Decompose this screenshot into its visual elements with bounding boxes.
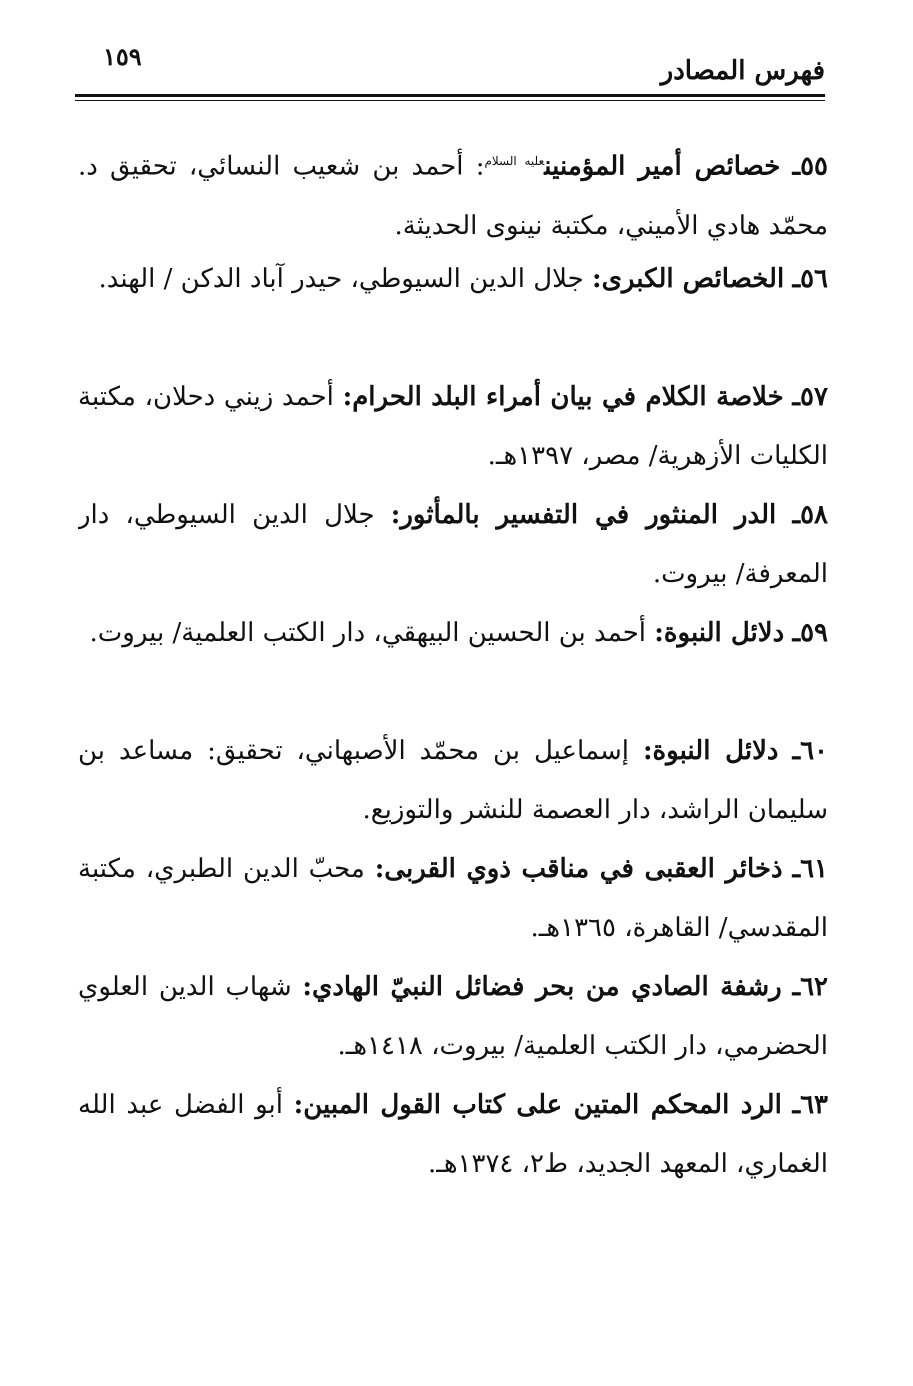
entry-number: ٦٠ـ (792, 736, 828, 766)
entry-title: الدر المنثور في التفسير بالمأثور: (390, 500, 777, 530)
entry-details: جلال الدين السيوطي، دار المعرفة/ بيروت. (78, 500, 828, 589)
entry-details: أحمد بن شعيب النسائي، تحقيق د. محمّد هادي الأميني، مكتبة نينوى الحديثة. (78, 151, 828, 241)
entry-number: ٦٣ـ (792, 1090, 828, 1120)
bibliography-entry (78, 368, 828, 486)
header-rule-thin (75, 100, 825, 101)
entry-number: ٦٢ـ (792, 972, 828, 1002)
entry-number: ٥٨ـ (792, 500, 828, 530)
page-header (75, 30, 825, 92)
entry-title: خصائص أمير المؤمنين (544, 151, 781, 182)
running-title: فهرس المصادر (660, 56, 825, 86)
bibliography-entry (78, 604, 828, 722)
entry-number: ٦١ـ (792, 854, 828, 884)
entry-details: جلال الدين السيوطي، حيدر آباد الدكن / الهند. (98, 264, 584, 294)
entry-number: ٥٧ـ (792, 382, 828, 412)
bibliography-list (78, 132, 828, 1194)
entry-number: ٥٩ـ (792, 618, 828, 648)
entry-number: ٥٥ـ (792, 151, 828, 182)
bibliography-entry (78, 250, 828, 368)
bibliography-entry (78, 722, 828, 840)
entry-title: ذخائر العقبى في مناقب ذوي القربى: (374, 854, 783, 884)
bibliography-entry (78, 958, 828, 1076)
entry-details: محبّ الدين الطبري، مكتبة المقدسي/ القاهرة، ١٣٦٥هـ. (78, 854, 828, 943)
header-rule-thick (75, 94, 825, 97)
honorific: عليه السلام (484, 154, 545, 168)
entry-details: شهاب الدين العلوي الحضرمي، دار الكتب العلمية/ بيروت، ١٤١٨هـ. (78, 972, 828, 1061)
bibliography-entry (78, 840, 828, 958)
entry-details: إسماعيل بن محمّد الأصبهاني، تحقيق: مساعد بن سليمان الراشد، دار العصمة للنشر والتوزيع. (78, 736, 828, 825)
bibliography-entry: ٥٥ـ خصائص أمير المؤمنين$^{عليه السلام}$: أحمد بن شعيب النسائي، تحقيق د. محمّد هادي الأميني، مكتبة نينوى الحديثة. (78, 151, 828, 241)
entry-title: دلائل النبوة: (654, 618, 785, 648)
entry-number: ٥٦ـ (792, 264, 828, 294)
page-number: ١٥٩ (103, 42, 142, 71)
entry-details: أبو الفضل عبد الله الغماري، المعهد الجديد، ط٢، ١٣٧٤هـ. (78, 1090, 828, 1179)
entry-title: خلاصة الكلام في بيان أمراء البلد الحرام: (342, 382, 784, 412)
bibliography-entry (78, 1076, 828, 1194)
entry-title: الرد المحكم المتين على كتاب القول المبين: (293, 1090, 782, 1120)
entry-title: دلائل النبوة: (642, 736, 779, 766)
entry-title: رشفة الصادي من بحر فضائل النبيّ الهادي: (302, 972, 782, 1002)
entry-details: أحمد بن الحسين البيهقي، دار الكتب العلمية/ بيروت. (89, 618, 647, 648)
entry-details: أحمد زيني دحلان، مكتبة الكليات الأزهرية/ مصر، ١٣٩٧هـ. (78, 382, 828, 471)
bibliography-entry (78, 486, 828, 604)
entry-title: الخصائص الكبرى: (591, 264, 785, 294)
